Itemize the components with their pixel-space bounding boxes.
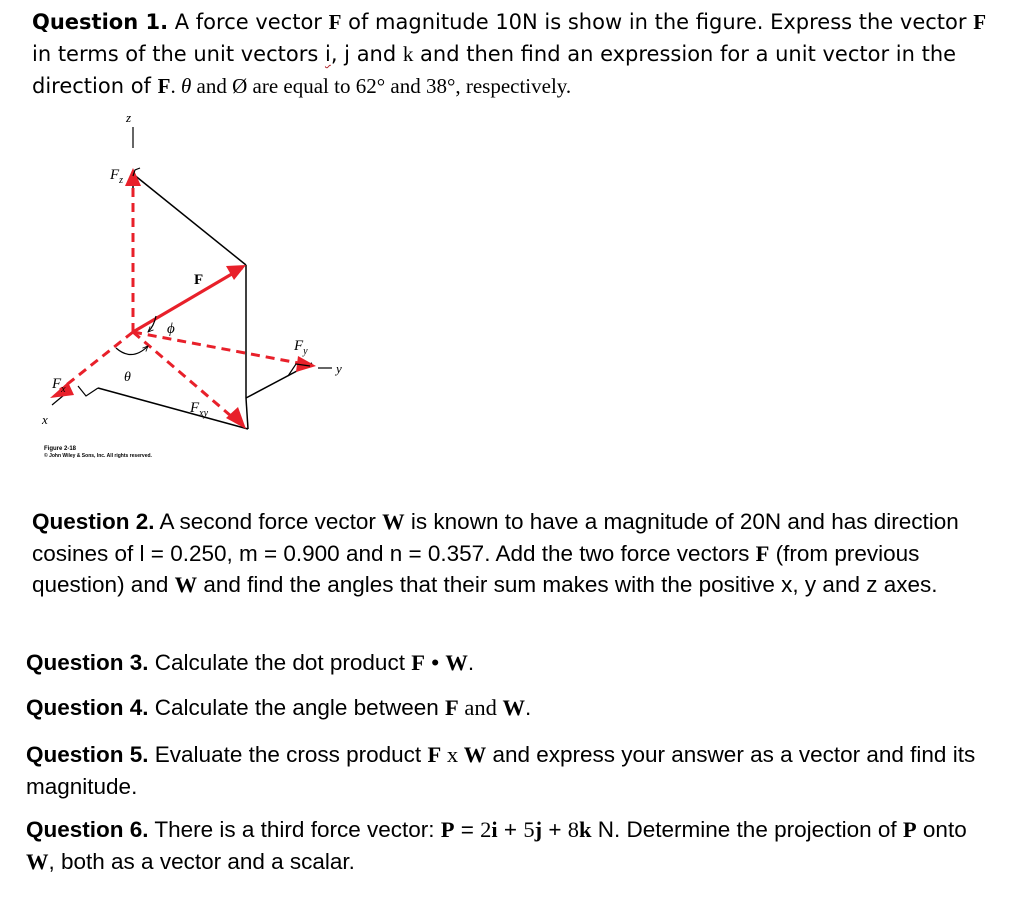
question-4: Question 4. Calculate the angle between F and W. — [26, 695, 532, 720]
Fxy-component-line — [133, 332, 238, 422]
question-2: Question 2. A second force vector W is known to have a magnitude of 20N and has direction cosines of l = 0.250, m = 0.900 and n = 0.357. Add the two force vectors F (from previous question) and W and find the angles that their sum makes with the positive x, y and z axes. — [32, 509, 959, 597]
vector-F: F — [973, 10, 987, 34]
question-6: Question 6. There is a third force vector: P = 2i + 5j + 8k N. Determine the projection of P onto W, both as a vector and a scalar. — [26, 817, 967, 874]
y-axis-label: y — [336, 361, 342, 376]
figure-caption: Figure 2-18 — [44, 446, 77, 452]
vector-F: F — [157, 74, 171, 98]
Fxy-label: $F_{xy}$ — [190, 400, 209, 419]
corner-tick-x — [78, 386, 98, 396]
question-1-label: Question 1. — [32, 10, 169, 34]
theta-label: θ — [124, 370, 131, 385]
vector-P: P — [440, 817, 455, 842]
vector-F: F — [427, 742, 442, 767]
vector-F: F — [411, 650, 425, 675]
force-vector-F — [133, 268, 242, 332]
Fz-arrowhead — [125, 168, 141, 186]
question-2-label: Question 2. — [32, 509, 155, 534]
vector-W: W — [445, 650, 468, 675]
projection-box — [98, 174, 312, 429]
vector-W: W — [463, 742, 487, 767]
unit-vector-k: k — [402, 42, 414, 66]
figure-copyright: © John Wiley & Sons, Inc. All rights reserved. — [44, 453, 152, 459]
vector-F: F — [445, 695, 459, 720]
vector-W: W — [502, 695, 525, 720]
phi-label: ϕ — [167, 321, 175, 337]
question-5: Question 5. Evaluate the cross product F x W and express your answer as a vector and find its magnitude. — [26, 742, 976, 799]
vector-F: F — [328, 10, 342, 34]
z-axis-label: z — [126, 110, 132, 125]
x-axis-label: x — [42, 412, 48, 427]
F-label: F — [194, 272, 204, 288]
theta-symbol: θ — [180, 74, 192, 98]
question-3-label: Question 3. — [26, 650, 149, 675]
question-1: Question 1. A force vector F of magnitude 10N is show in the figure. Express the vector F in terms of the unit vectors i, j and k and then find an expression for a unit vector in the direction of F. θ and Ø are equal to 62° and 38°, respectively. — [32, 10, 987, 98]
vector-P: P — [902, 817, 917, 842]
vector-W: W — [174, 572, 198, 597]
vector-W: W — [382, 509, 405, 534]
Fx-component-line — [60, 332, 133, 390]
question-6-label: Question 6. — [26, 817, 149, 842]
Fy-component-line — [133, 332, 304, 364]
unit-vector-j: j — [344, 42, 351, 66]
question-3: Question 3. Calculate the dot product F • W. — [26, 650, 475, 675]
phi-symbol: Ø — [232, 74, 248, 98]
unit-vector-i: i — [491, 817, 498, 842]
theta-arc — [116, 346, 148, 355]
vector-F: F — [755, 540, 770, 566]
force-vector-F-arrowhead — [226, 265, 246, 280]
Fz-label: $F_z$ — [110, 167, 124, 186]
Fy-label: $F_y$ — [294, 338, 308, 357]
unit-vector-k: k — [578, 817, 592, 842]
question-4-label: Question 4. — [26, 695, 149, 720]
unit-vector-i: i — [324, 42, 331, 66]
question-5-label: Question 5. — [26, 742, 149, 767]
unit-vector-j: j — [534, 817, 543, 842]
vector-W: W — [26, 848, 49, 874]
force-vector-figure — [20, 100, 380, 480]
Fx-label: $F_x$ — [52, 376, 66, 395]
